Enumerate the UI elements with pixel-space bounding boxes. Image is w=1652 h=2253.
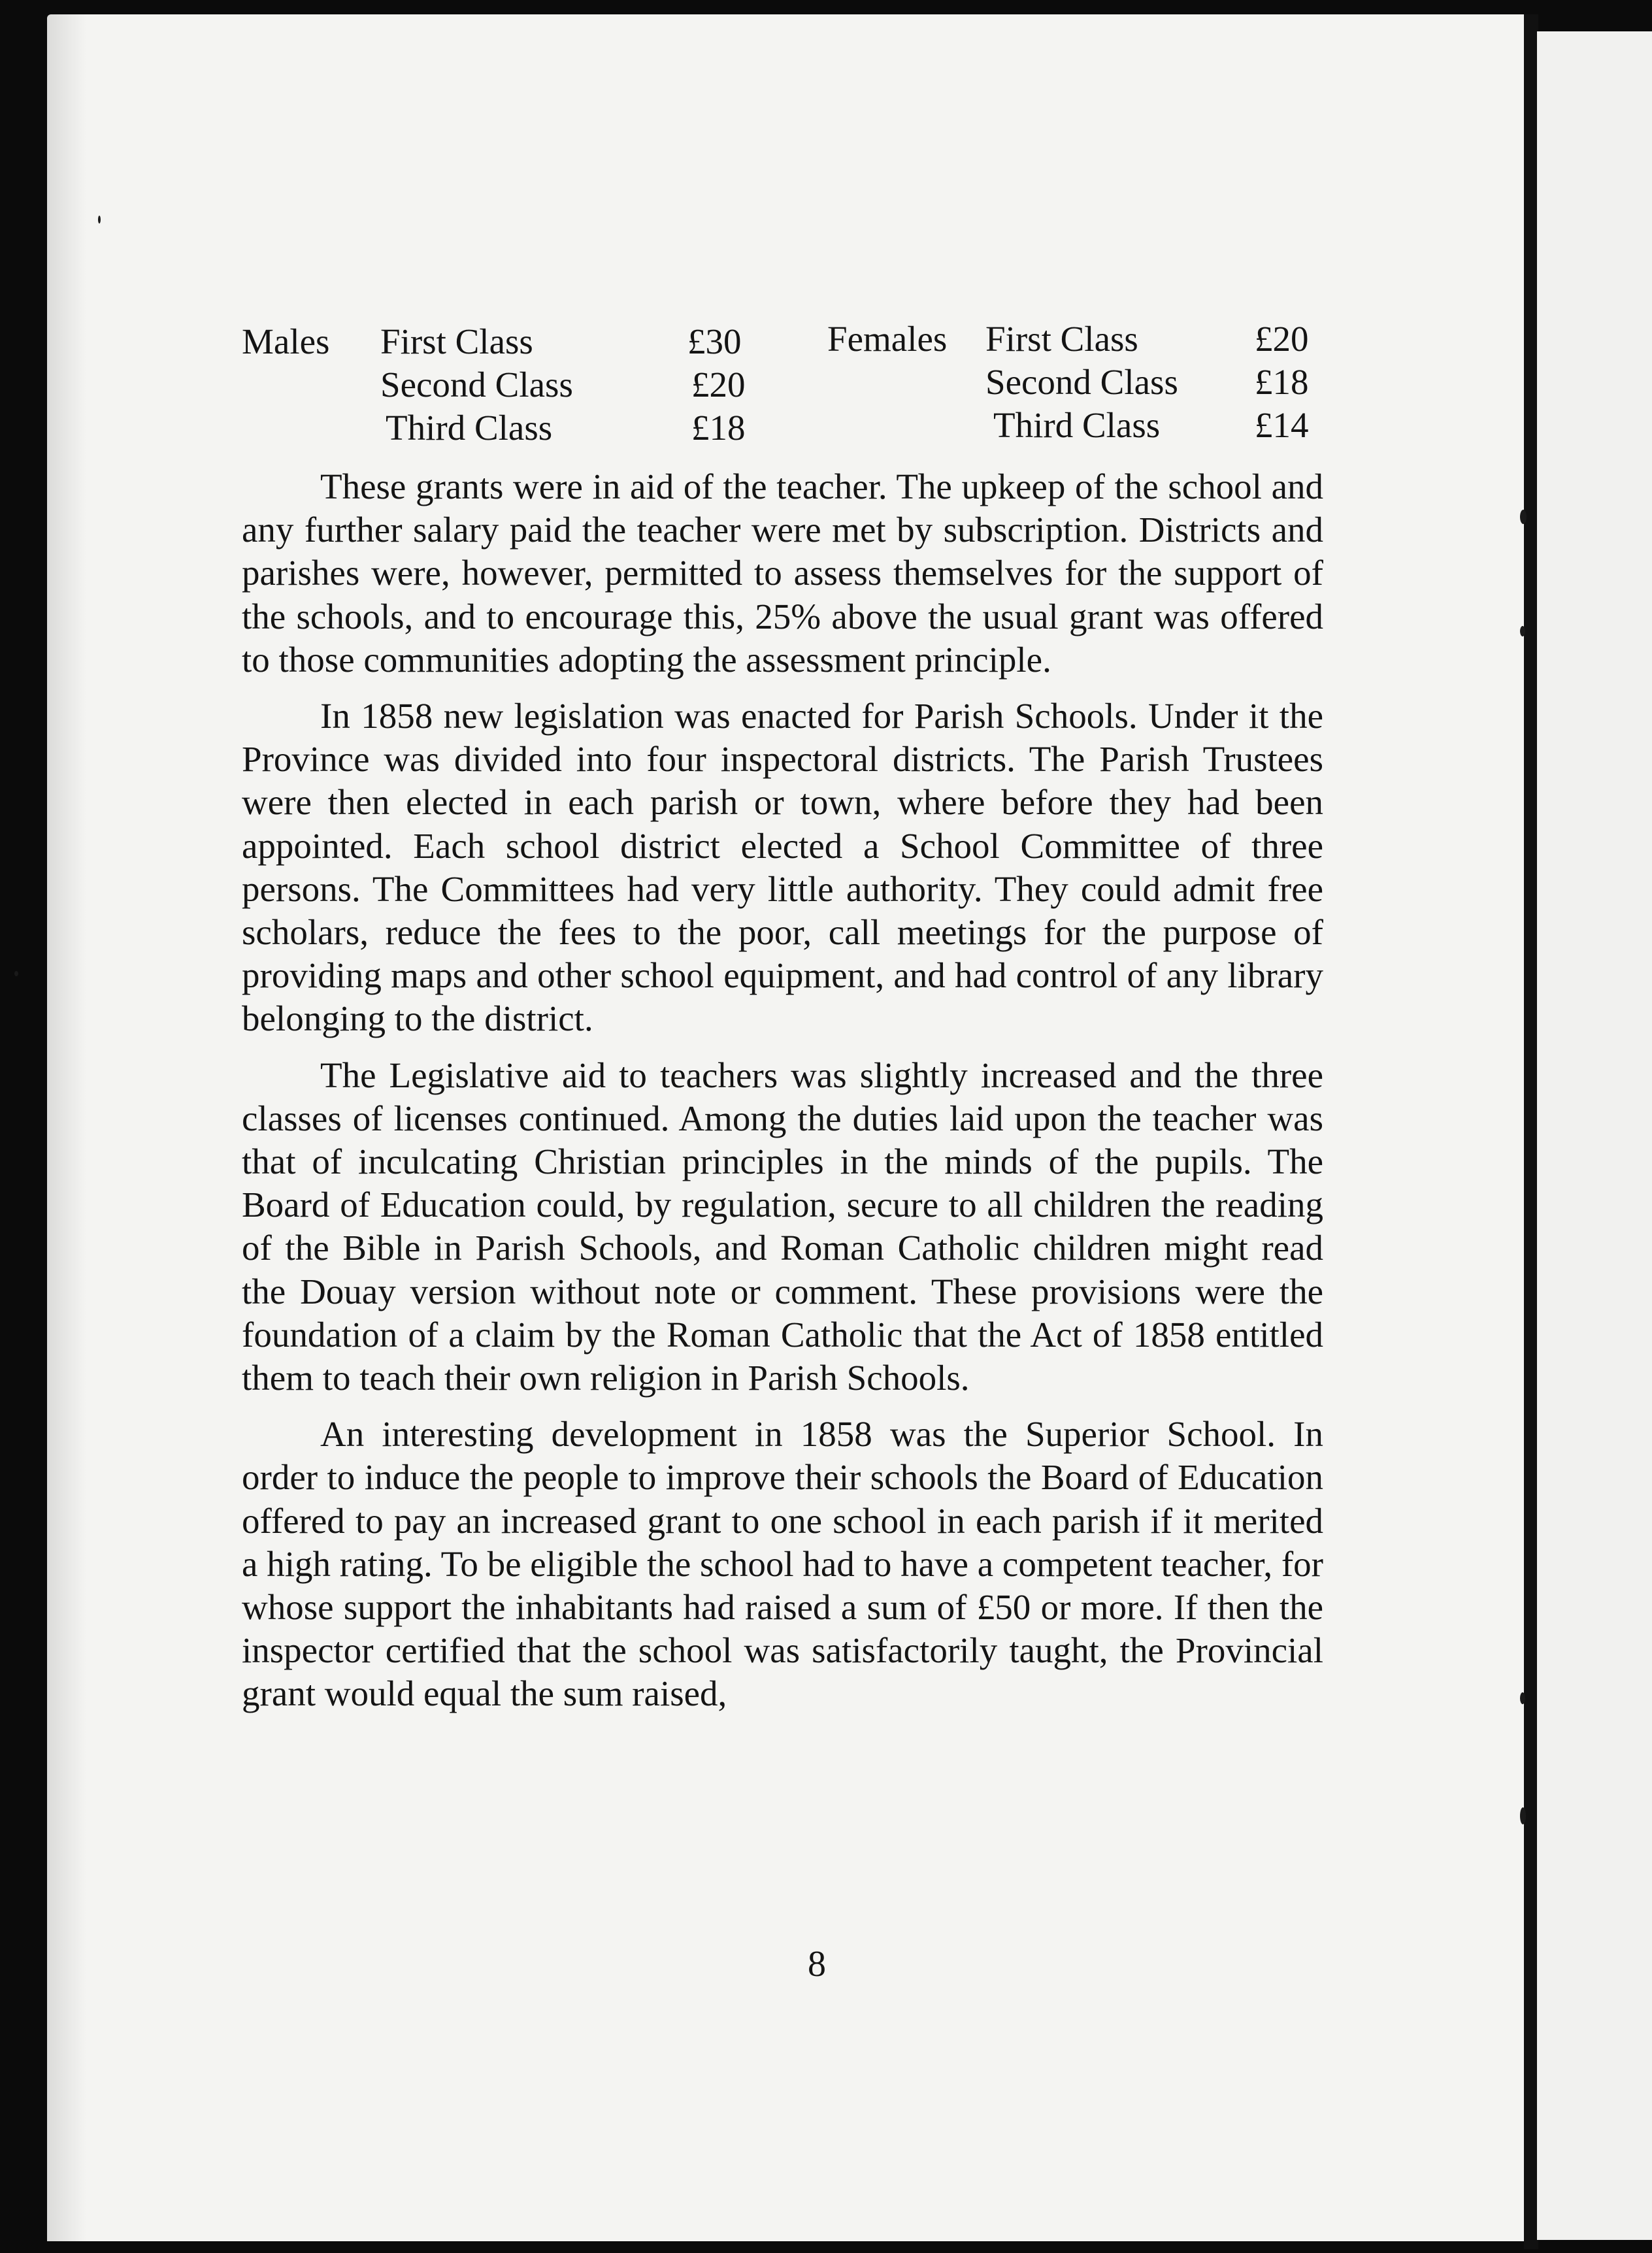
paragraph-1858-legislation: In 1858 new legislation was enacted for Parish Schools. Under it the Province was divided into four inspectoral districts. The Parish Trustees were then elected in each parish or town, where before they had been appointed. Each school district elected a School Committee of three persons. The Committees had very little authority. They could admit free scholars, reduce the fees to the poor, call meetings for the purpose of providing maps and other school equipment, and had control of any library belonging to the district.	[242, 696, 1323, 1039]
males-class-2: Second Class	[380, 365, 573, 404]
males-amount-2: £20	[691, 365, 746, 404]
paragraph-legislative-aid: The Legislative aid to teachers was slightly increased and the three classes of licenses continued. Among the duties laid upon the teacher was that of inculcating Christian principles in the minds of the pupils. The Board of Education could, by regulation, secure to all children the reading of the Bible in Parish Schools, and Roman Catholic children might read the Douay version without note or comment. These provisions were the foundation of a claim by the Roman Catholic that the Act of 1858 entitled them to teach their own religion in Parish Schools.	[242, 1055, 1323, 1398]
scan-speck	[1520, 510, 1527, 524]
grant-table	[242, 307, 1327, 451]
page-number: 8	[808, 1944, 826, 1984]
scan-speck	[1520, 626, 1525, 636]
males-amount-3: £18	[691, 408, 746, 448]
females-amount-1: £20	[1255, 319, 1309, 359]
paragraph-superior-school: An interesting development in 1858 was the Superior School. In order to induce the people to improve their schools the Board of Education offered to pay an increased grant to one school in each parish if it merited a high rating. To be eligible the school had to have a competent teacher, for whose support the inhabitants had raised a sum of £50 or more. If then the inspector certified that the school was satisfactorily taught, the Provincial grant would equal the sum raised,	[242, 1414, 1323, 1714]
page-edge-shadow	[47, 14, 86, 2241]
females-class-3: Third Class	[993, 405, 1161, 445]
females-label: Females	[827, 319, 948, 359]
females-class-1: First Class	[985, 319, 1138, 359]
scan-speck	[1520, 1692, 1525, 1704]
book-gutter	[1524, 14, 1538, 2249]
females-amount-3: £14	[1255, 405, 1309, 445]
females-amount-2: £18	[1255, 362, 1309, 402]
scan-speck	[98, 216, 101, 223]
scan-border-top	[0, 0, 1652, 14]
males-amount-1: £30	[687, 321, 742, 361]
males-label: Males	[242, 321, 330, 361]
females-class-2: Second Class	[985, 362, 1178, 402]
males-class-3: Third Class	[386, 408, 553, 448]
paragraph-grants-aid: These grants were in aid of the teacher. The upkeep of the school and any further salary paid the teacher were met by subscription. Districts and parishes were, however, permitted to assess themselves for the support of the schools, and to encourage this, 25% above the usual grant was offered to those communities adopting the assessment principle.	[242, 467, 1323, 680]
grant-table-block	[242, 307, 1327, 451]
facing-page-edge	[1537, 31, 1652, 2240]
scan-speck	[1520, 1807, 1526, 1824]
scan-speck	[14, 971, 18, 976]
body-text	[242, 465, 1323, 1729]
males-class-1: First Class	[380, 321, 533, 361]
